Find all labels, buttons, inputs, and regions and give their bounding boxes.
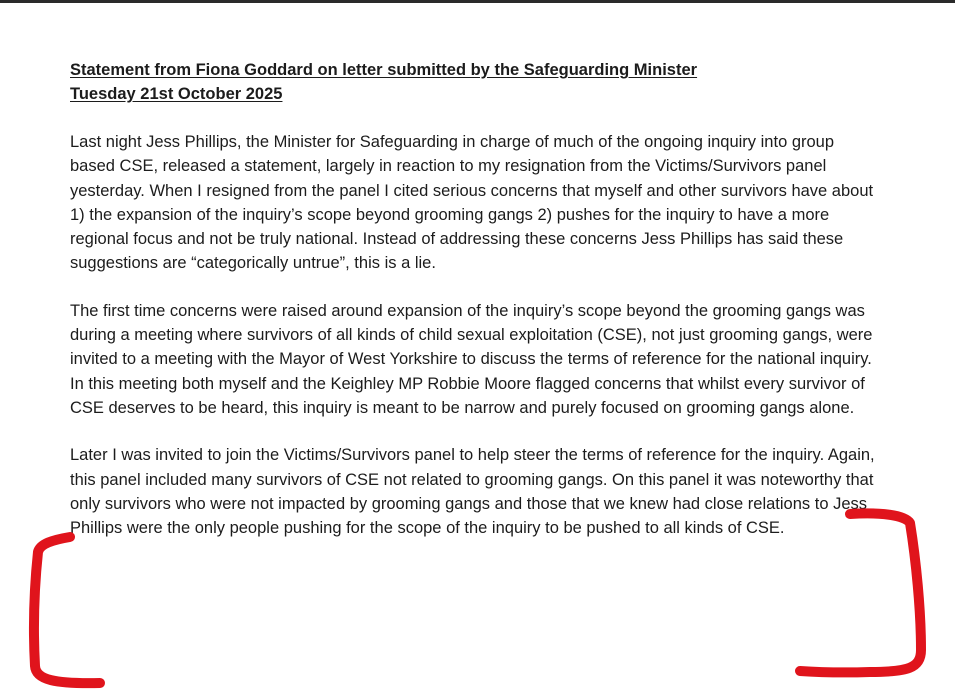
- statement-title: Statement from Fiona Goddard on letter submitted by the Safeguarding Minister: [70, 61, 698, 79]
- paragraph-2: The first time concerns were raised around expansion of the inquiry’s scope beyond the grooming gangs was during a meeting where survivors of all kinds of child sexual exploitation (CSE), not just grooming gangs, were invited to a meeting with the Mayor of West Yorkshire to discuss the terms of reference for the national inquiry. In this meeting both myself and the Keighley MP Robbie Moore flagged concerns that whilst every survivor of CSE deserves to be heard, this inquiry is meant to be narrow and purely focused on grooming gangs alone.: [70, 301, 873, 417]
- statement-date: Tuesday 21st October 2025: [70, 85, 283, 103]
- paragraph-1: Last night Jess Phillips, the Minister for Safeguarding in charge of much of the ongoing inquiry into group based CSE, released a statement, largely in reaction to my resignation from the Victims/Survivors panel yesterday. When I resigned from the panel I cited serious concerns that myself and other survivors have about 1) the expansion of the inquiry’s scope beyond grooming gangs 2) pushes for the inquiry to have a more regional focus and not be truly national. Instead of addressing these concerns Jess Phillips has said these suggestions are “categorically untrue”, this is a lie.: [70, 133, 874, 273]
- paragraph-3-highlighted: Later I was invited to join the Victims/Survivors panel to help steer the terms of reference for the inquiry. Again, this panel included many survivors of CSE not related to grooming gangs. On this panel it was noteworthy that only survivors who were not impacted by grooming gangs and those that we knew had close relations to Jess Phillips were the only people pushing for the scope of the inquiry to be pushed to all kinds of CSE.: [70, 446, 875, 538]
- statement-document: [70, 58, 890, 540]
- left-bracket-mark: [34, 537, 100, 683]
- top-border: [0, 0, 955, 3]
